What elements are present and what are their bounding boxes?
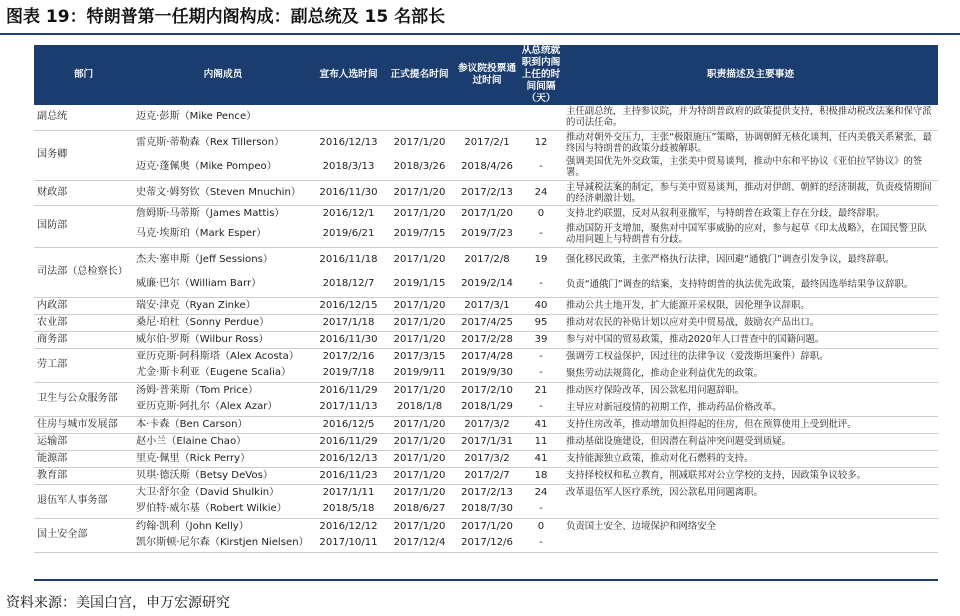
duties-cell: 改革退伍军人医疗系统，因公款私用问题离职。 <box>566 487 763 499</box>
nominate-date-cell: 2017/1/20 <box>393 520 446 532</box>
interval-days-cell <box>519 105 563 130</box>
duties-cell: 推动基础设施建设，但因潜在利益冲突问题受到质疑。 <box>563 433 938 450</box>
senate-date-cell: 2019/7/23 <box>455 222 519 247</box>
interval-days-cell: 18 <box>519 467 563 484</box>
dept-cell: 财政部 <box>34 180 133 205</box>
duties-cell: 负责“通俄门”调查的结案，支持特朗普的执法优先政策，最终因选举结果争议辞职。 <box>563 272 938 297</box>
announce-date-cell <box>313 105 384 130</box>
member-cell: 杰夫·塞申斯（Jeff Sessions） <box>136 253 273 265</box>
interval-days-cell: 41 <box>519 416 563 433</box>
member-cell: 史蒂文·姆努钦（Steven Mnuchin） <box>133 180 313 205</box>
nominate-date-cell <box>384 105 455 130</box>
senate-date-cell: 2017/2/10 <box>461 384 513 396</box>
nominate-date-cell: 2017/1/20 <box>384 180 455 205</box>
duties-cell: 推动国防开支增加，聚焦对中国军事威胁的应对，参与起草《印太战略》，在国民警卫队动用问题上与特朗普有分歧。 <box>563 222 938 247</box>
member-cell: 亚历克斯·阿科斯塔（Alex Acosta） <box>136 350 299 362</box>
senate-date-cell: 2018/1/29 <box>455 399 519 416</box>
nominate-date-cell: 2017/1/20 <box>393 486 446 498</box>
interval-days-cell: 39 <box>519 331 563 348</box>
announce-date-cell: 2016/11/23 <box>313 467 384 484</box>
table-row <box>34 331 938 348</box>
duties-cell: 支持住房改革，推动增加负担得起的住房，但在预算使用上受到批评。 <box>563 416 938 433</box>
duties-cell: 负责国土安全、边境保护和网络安全 <box>566 521 717 533</box>
member-cell: 詹姆斯·马蒂斯（James Mattis） <box>136 207 285 219</box>
nominate-date-cell: 2017/1/20 <box>393 136 446 148</box>
senate-date-cell: 2019/9/30 <box>455 365 519 382</box>
dept-cell: 运输部 <box>34 433 133 450</box>
member-cell: 本·卡森（Ben Carson） <box>133 416 313 433</box>
dept-cell: 内政部 <box>34 297 133 314</box>
table-row <box>34 382 938 399</box>
member-cell: 威尔伯·罗斯（Wilbur Ross） <box>133 331 313 348</box>
senate-date-cell: 2019/2/14 <box>455 272 519 297</box>
duties-cell: 参与对中国的贸易政策，推动2020年人口普查中的国籍问题。 <box>563 331 938 348</box>
member-cell: 罗伯特·威尔基（Robert Wilkie） <box>133 501 313 518</box>
announce-date-cell: 2018/3/13 <box>313 155 384 180</box>
interval-days-cell: 12 <box>534 136 548 148</box>
table-row <box>34 205 938 222</box>
table-row <box>34 130 938 155</box>
nominate-date-cell: 2017/1/20 <box>384 331 455 348</box>
table-row <box>34 314 938 331</box>
interval-days-cell: - <box>519 155 563 180</box>
table-row <box>34 484 938 501</box>
duties-cell: 主导减税法案的制定，参与美中贸易谈判，推动对伊朗、朝鲜的经济制裁，负责疫情期间的经济刺激计划。 <box>563 180 938 205</box>
senate-date-cell: 2017/2/7 <box>455 467 519 484</box>
member-cell: 约翰·凯利（John Kelly） <box>136 520 249 532</box>
table-row <box>34 501 938 518</box>
nominate-date-cell: 2017/3/15 <box>393 350 446 362</box>
member-cell: 迈克·蓬佩奥（Mike Pompeo） <box>133 155 313 180</box>
header-dept: 部门 <box>34 45 133 105</box>
duties-cell: 主导应对新冠疫情的初期工作，推动药品价格改革。 <box>563 399 938 416</box>
dept-cell: 退伍军人事务部 <box>34 484 133 518</box>
senate-date-cell: 2017/2/13 <box>455 180 519 205</box>
table-row <box>34 222 938 247</box>
interval-days-cell: 19 <box>534 253 548 265</box>
senate-date-cell: 2017/2/8 <box>464 253 510 265</box>
interval-days-cell: 40 <box>519 297 563 314</box>
announce-date-cell: 2017/11/13 <box>313 399 384 416</box>
nominate-date-cell: 2017/1/20 <box>384 450 455 467</box>
announce-date-cell: 2018/12/7 <box>313 272 384 297</box>
announce-date-cell: 2016/11/18 <box>319 253 378 265</box>
dept-cell: 司法部（总检察长） <box>34 247 133 297</box>
dept-cell: 卫生与公众服务部 <box>34 382 133 416</box>
header-announce: 宣布人选时间 <box>313 45 384 105</box>
interval-days-cell: 41 <box>519 450 563 467</box>
announce-date-cell: 2016/12/13 <box>313 450 384 467</box>
table-row <box>34 450 938 467</box>
member-cell: 赵小兰（Elaine Chao） <box>133 433 313 450</box>
nominate-date-cell: 2019/1/15 <box>384 272 455 297</box>
senate-date-cell <box>455 105 519 130</box>
senate-date-cell: 2017/3/2 <box>455 450 519 467</box>
duties-cell: 聚焦劳动法规简化，推动企业利益优先的政策。 <box>563 365 938 382</box>
header-row <box>34 45 938 105</box>
header-interval: 从总统就职到内阁上任的时间间隔（天） <box>519 45 563 105</box>
table-body <box>34 105 938 552</box>
announce-date-cell: 2017/1/18 <box>313 314 384 331</box>
nominate-date-cell: 2017/1/20 <box>384 314 455 331</box>
page-title: 图表 19：特朗普第一任期内阁构成：副总统及 15 名部长 <box>6 7 446 27</box>
dept-cell: 农业部 <box>34 314 133 331</box>
announce-date-cell: 2016/11/29 <box>319 384 378 396</box>
interval-days-cell: 11 <box>519 433 563 450</box>
duties-cell: 推动对农民的补贴计划以应对美中贸易战，鼓励农产品出口。 <box>563 314 938 331</box>
announce-date-cell: 2018/5/18 <box>313 501 384 518</box>
announce-date-cell: 2016/12/1 <box>322 207 375 219</box>
header-nominate: 正式提名时间 <box>384 45 455 105</box>
duties-cell: 强化移民政策，主张严格执行法律，因回避“通俄门”调查引发争议，最终辞职。 <box>566 254 895 266</box>
title-rule <box>0 33 960 35</box>
nominate-date-cell: 2018/3/26 <box>384 155 455 180</box>
member-cell: 亚历克斯·阿扎尔（Alex Azar） <box>133 399 313 416</box>
dept-cell: 国务卿 <box>34 130 133 180</box>
header-senate: 参议院投票通过时间 <box>455 45 519 105</box>
interval-days-cell: 95 <box>519 314 563 331</box>
interval-days-cell: - <box>519 535 563 552</box>
duties-cell: 强调美国优先外交政策，主张美中贸易谈判，推动中东和平协议《亚伯拉罕协议》的签署。 <box>563 155 938 180</box>
senate-date-cell: 2018/4/26 <box>455 155 519 180</box>
member-cell: 尤金·斯卡利亚（Eugene Scalia） <box>133 365 313 382</box>
senate-date-cell: 2018/7/30 <box>455 501 519 518</box>
nominate-date-cell: 2017/1/20 <box>393 384 446 396</box>
nominate-date-cell: 2018/1/8 <box>384 399 455 416</box>
member-cell: 凯尔斯顿·尼尔森（Kirstjen Nielsen） <box>133 535 313 552</box>
announce-date-cell: 2017/10/11 <box>313 535 384 552</box>
duties-cell: 推动公共土地开发，扩大能源开采权限，因伦理争议辞职。 <box>563 297 938 314</box>
dept-cell: 教育部 <box>34 467 133 484</box>
senate-date-cell: 2017/1/31 <box>455 433 519 450</box>
table-row <box>34 365 938 382</box>
senate-date-cell: 2017/4/25 <box>455 314 519 331</box>
interval-days-cell: 0 <box>537 207 545 219</box>
table-row <box>34 399 938 416</box>
table-row <box>34 247 938 272</box>
announce-date-cell: 2016/11/29 <box>313 433 384 450</box>
senate-date-cell: 2017/3/1 <box>455 297 519 314</box>
announce-date-cell: 2017/1/11 <box>322 486 375 498</box>
interval-days-cell: - <box>519 272 563 297</box>
nominate-date-cell: 2017/1/20 <box>384 433 455 450</box>
dept-cell: 能源部 <box>34 450 133 467</box>
announce-date-cell: 2016/11/30 <box>313 331 384 348</box>
interval-days-cell: 24 <box>534 486 548 498</box>
header-duties: 职责描述及主要事迹 <box>563 45 938 105</box>
member-cell: 汤姆·普莱斯（Tom Price） <box>136 384 259 396</box>
senate-date-cell: 2017/2/28 <box>455 331 519 348</box>
senate-date-cell: 2017/2/1 <box>464 136 510 148</box>
table-row <box>34 272 938 297</box>
table-row <box>34 105 938 130</box>
member-cell: 瑞安·津克（Ryan Zinke） <box>133 297 313 314</box>
dept-cell: 国土安全部 <box>34 518 133 552</box>
duties-cell <box>563 501 938 518</box>
announce-date-cell: 2016/11/30 <box>313 180 384 205</box>
interval-days-cell: - <box>519 501 563 518</box>
member-cell: 桑尼·珀杜（Sonny Perdue） <box>133 314 313 331</box>
member-cell: 雷克斯·蒂勒森（Rex Tillerson） <box>136 136 285 148</box>
interval-days-cell: 21 <box>534 384 548 396</box>
member-cell: 威廉·巴尔（William Barr） <box>133 272 313 297</box>
member-cell: 里克·佩里（Rick Perry） <box>133 450 313 467</box>
table-row <box>34 518 938 535</box>
table-row <box>34 180 938 205</box>
cabinet-table <box>34 45 938 553</box>
senate-date-cell: 2017/12/6 <box>455 535 519 552</box>
announce-date-cell: 2019/6/21 <box>313 222 384 247</box>
duties-cell: 支持北约联盟，反对从叙利亚撤军，与特朗普在政策上存在分歧，最终辞职。 <box>566 208 885 220</box>
interval-days-cell: 0 <box>537 520 545 532</box>
table-row <box>34 297 938 314</box>
senate-date-cell: 2017/3/2 <box>455 416 519 433</box>
announce-date-cell: 2017/2/16 <box>322 350 375 362</box>
dept-cell: 副总统 <box>34 105 133 130</box>
dept-cell: 劳工部 <box>34 348 133 382</box>
senate-date-cell: 2017/1/20 <box>461 207 513 219</box>
dept-cell: 住房与城市发展部 <box>34 416 133 433</box>
interval-days-cell: - <box>519 399 563 416</box>
nominate-date-cell: 2017/1/20 <box>384 297 455 314</box>
dept-cell: 国防部 <box>34 205 133 247</box>
table-bottom-rule <box>34 579 938 581</box>
table-row <box>34 416 938 433</box>
table-row <box>34 348 938 365</box>
header-member: 内阁成员 <box>133 45 313 105</box>
member-cell: 迈克·彭斯（Mike Pence） <box>133 105 313 130</box>
interval-days-cell: - <box>539 350 543 362</box>
member-cell: 马克·埃斯珀（Mark Esper） <box>133 222 313 247</box>
nominate-date-cell: 2019/9/11 <box>384 365 455 382</box>
announce-date-cell: 2016/12/13 <box>319 136 378 148</box>
nominate-date-cell: 2017/1/20 <box>384 467 455 484</box>
senate-date-cell: 2017/1/20 <box>461 520 513 532</box>
nominate-date-cell: 2018/6/27 <box>384 501 455 518</box>
nominate-date-cell: 2017/1/20 <box>393 253 446 265</box>
nominate-date-cell: 2017/12/4 <box>384 535 455 552</box>
interval-days-cell: - <box>519 222 563 247</box>
duties-cell: 主任副总统，主持参议院，并为特朗普政府的政策提供支持，积极推动税改法案和保守派的司法任命。 <box>563 105 938 130</box>
member-cell: 大卫·舒尔金（David Shulkin） <box>136 486 280 498</box>
table-row <box>34 155 938 180</box>
announce-date-cell: 2016/12/5 <box>313 416 384 433</box>
dept-cell: 商务部 <box>34 331 133 348</box>
interval-days-cell: 24 <box>519 180 563 205</box>
duties-cell: 推动对朝外交压力，主张“极限施压”策略，协调朝鲜无核化谈判，任内美俄关系紧张，最终因与特朗普的政策分歧被解职。 <box>566 131 932 154</box>
announce-date-cell: 2019/7/18 <box>313 365 384 382</box>
interval-days-cell: - <box>519 365 563 382</box>
duties-cell: 推动医疗保险改革，因公款私用问题辞职。 <box>566 385 745 397</box>
duties-cell: 强调劳工权益保护，因过往的法律争议（爱泼斯坦案件）辞职。 <box>566 351 829 363</box>
senate-date-cell: 2017/4/28 <box>461 350 513 362</box>
duties-cell: 支持能源独立政策，推动对化石燃料的支持。 <box>563 450 938 467</box>
table-row <box>34 467 938 484</box>
announce-date-cell: 2016/12/12 <box>319 520 378 532</box>
member-cell: 贝琪·德沃斯（Betsy DeVos） <box>133 467 313 484</box>
senate-date-cell: 2017/2/13 <box>461 486 513 498</box>
nominate-date-cell: 2019/7/15 <box>384 222 455 247</box>
nominate-date-cell: 2017/1/20 <box>384 416 455 433</box>
nominate-date-cell: 2017/1/20 <box>393 207 446 219</box>
duties-cell <box>563 535 938 552</box>
announce-date-cell: 2016/12/15 <box>313 297 384 314</box>
duties-cell: 支持择校权和私立教育，削减联邦对公立学校的支持，因政策争议较多。 <box>563 467 938 484</box>
table-row <box>34 433 938 450</box>
table-row <box>34 535 938 552</box>
source-note: 资料来源：美国白宫，申万宏源研究 <box>6 595 230 611</box>
